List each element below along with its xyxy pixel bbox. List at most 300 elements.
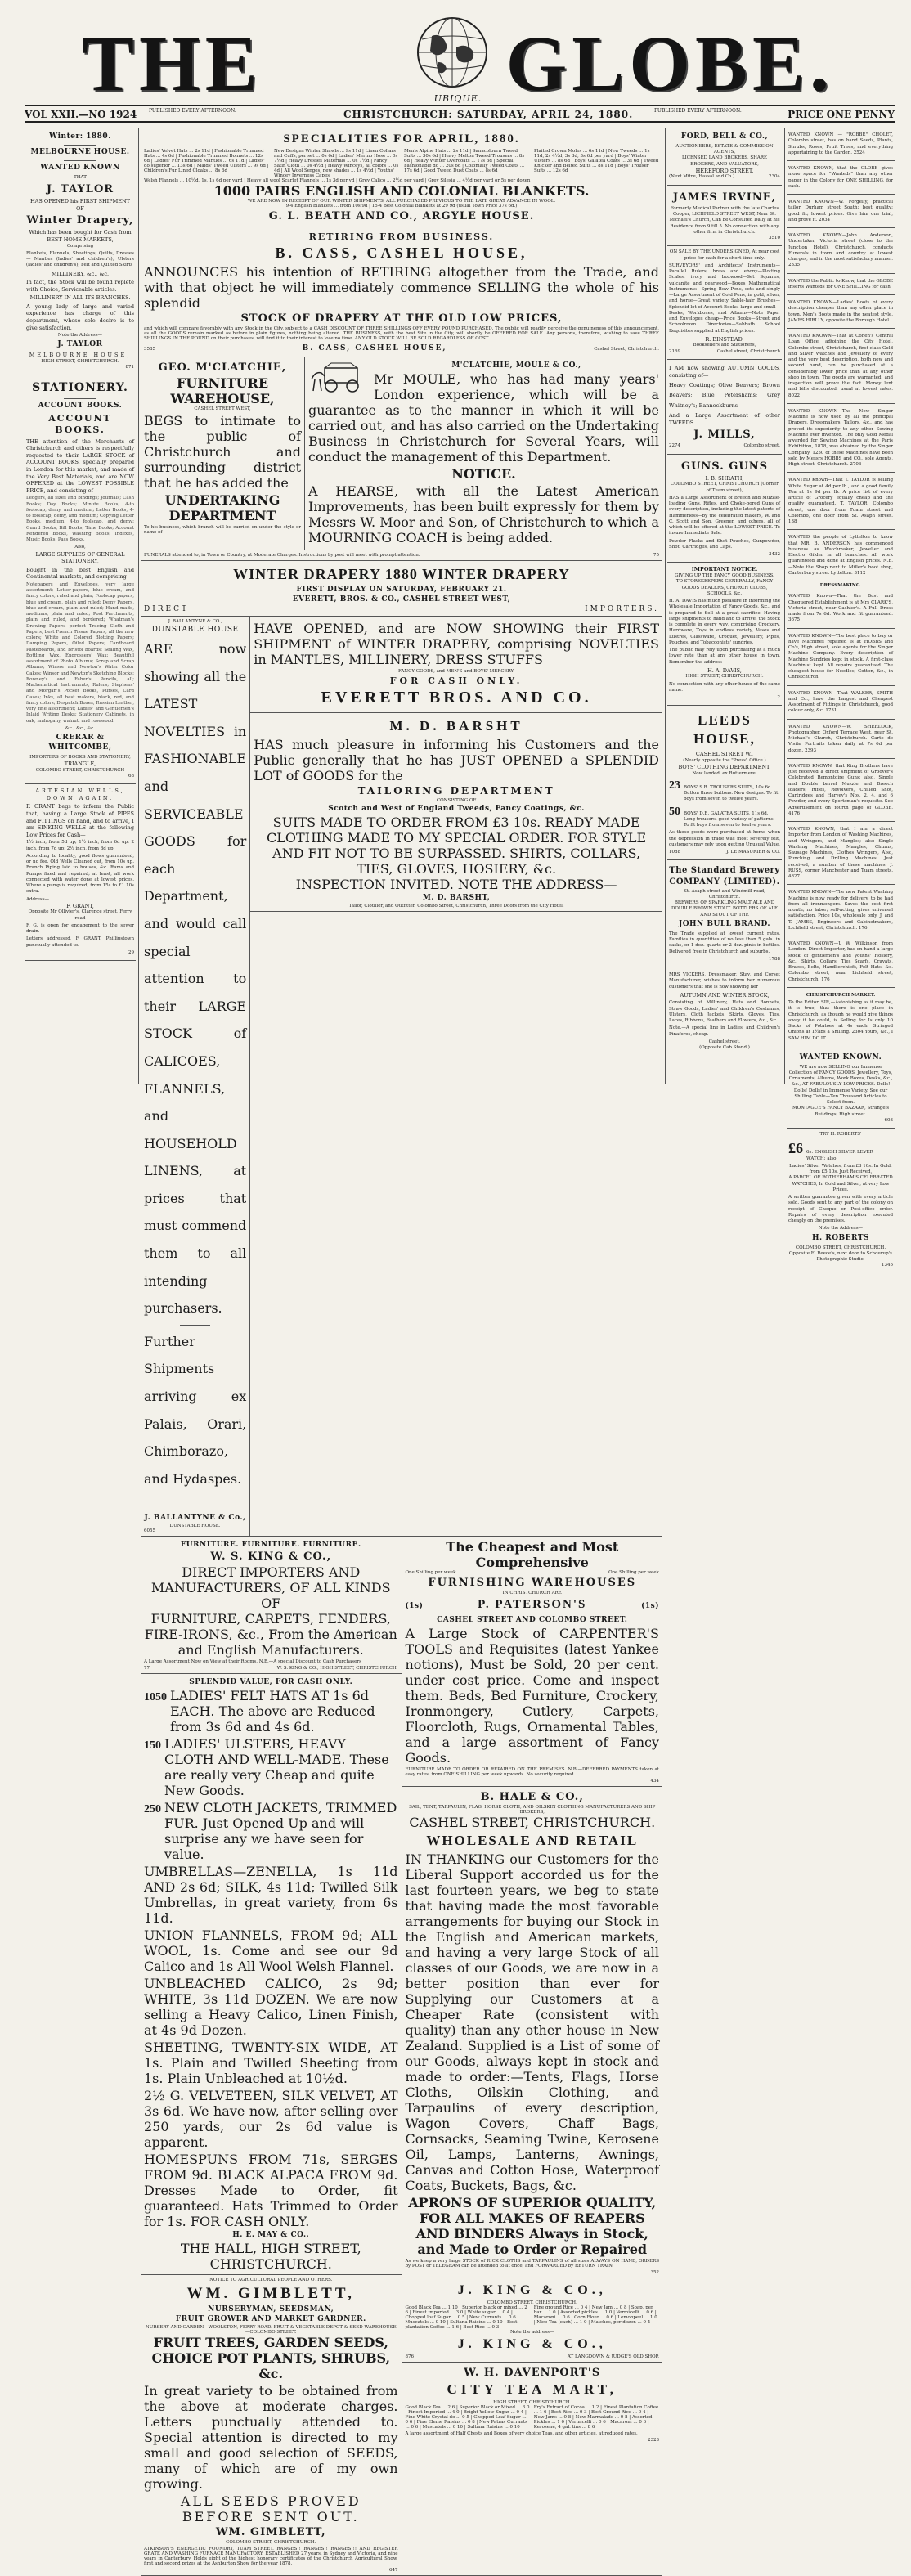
special-value-qty-3: 250 — [144, 1803, 161, 1816]
mclatchie-footer: FUNERALS attended to, in Town or Country, at Moderate Charges. Instructions by post will meet with prompt attention. — [144, 553, 420, 558]
mills-ref: 2274 — [669, 443, 680, 449]
irvine-ref: 3510 — [769, 236, 780, 241]
everett-title: WINTER DRAPERY 1880 WINTER DRAPERY — [233, 566, 570, 582]
cass-title: RETIRING FROM BUSINESS. — [308, 231, 495, 242]
brewery-title: The Standard Brewery COMPANY (LIMITED). — [669, 866, 780, 886]
everett-ad — [141, 561, 662, 617]
list-item: WANTED KNOWN — "ROBBE" CHOLET, Colombo street, has on hand Seeds, Plants, Shrubs, Roses, Fruit Trees, and everything appertaining to the Garden. 2524 — [787, 129, 895, 161]
gimblett-sub: NURSERYMAN, SEEDSMAN, — [208, 2305, 334, 2314]
hale-firm: B. HALE & CO., — [480, 1791, 584, 1804]
cass-body2: and which will compare favorably with any Stock in the City, subject to a CASH DISCOUNT OF THREE SHILLINGS OFF EVERY POUND PURCHASED. The public will readily perceive the genuineness of this announcement, as all the GOODS remain marked as before in plain figures, nothing being altered. THE BUSINESS, with the best Site in the City, will shortly be OFFERED FOR SALE. Any persons, therefore, wishing to save THREE SHILLINGS IN THE POUND on their purchases, will find it to their interest to lose no time. ANY OLD STOCK WILL BE SOLD REGARDLESS OF COST. — [144, 326, 659, 341]
barsht-inspection: INSPECTION INVITED. NOTE THE ADDRESS— — [295, 877, 617, 892]
everett-barsht-column — [249, 617, 662, 1536]
stationery-etc: &c., &c., &c. — [65, 725, 96, 731]
cass-ref: 3585 — [144, 347, 155, 352]
list-item: WANTED the Public to Know, that the GLOBE inserts Wanteds for ONE SHILLING for cash. — [787, 276, 895, 296]
brewery-brand: JOHN BULL BRAND. — [678, 919, 771, 928]
wells-note: F. G. is open for engagement to the sewer drain. — [26, 922, 134, 935]
taylor-address-house: MELBOURNE HOUSE, — [29, 352, 132, 359]
vickers-note: (Opposite Cab Stand.) — [699, 1045, 750, 1051]
davenport-street: HIGH STREET, CHRISTCHURCH. — [493, 2400, 572, 2406]
column-divider — [665, 128, 666, 1084]
stationery-place: TRIANGLE, — [64, 761, 96, 768]
list-item: WANTED KNOWN—J. W. Wilkinson from London, Direct Importer, has on hand a large stock of gentlemen's and youths' Hosiery, &c., Shirts, Collars, Ties Scarfs, Cravats, Braces, Belts, Handkerchiefs, Felt Hats, &c. Colombo street, near Lichfield street, Christchurch. 176 — [787, 938, 895, 988]
montague-ref: 603 — [884, 1117, 893, 1123]
roberts-ref: 1345 — [882, 1263, 893, 1268]
roberts-line2: Ladies' Silver Watches, from £3 10s. In Gold, from £5 10s. Just Received, — [789, 1163, 892, 1175]
montague-ad — [787, 1048, 895, 1129]
list-item: WANTED KNOWN, that King Brothers have just received a direct shipment of Groover's Celebrated Remontoire Guns; also, Single and Double barrel Muzzle and Breech loaders, Rifles, Revolvers, Chilled Shot, Cartridges and Harvey's Nos. 2, 4, and 6 Powder, and every Sportsman's requisite. See Advertisement on fourth page of GLOBE. 4176 — [787, 761, 895, 822]
mclatchie-street: CASHEL STREET WEST, — [194, 406, 251, 411]
paterson-title: FURNISHING WAREHOUSES — [428, 1577, 637, 1590]
stationery-also: Also, — [74, 545, 86, 550]
mills-ad — [667, 360, 782, 455]
barsht-name: M. D. BARSHT — [389, 718, 523, 734]
wells-prices: 1½ inch, from 5d up; 1½ inch, from 6d up; 2 inch, from 7d up; 2½ inch, from 8d up. — [26, 840, 134, 851]
everett-body2: FANCY GOODS, and MEN'S and BOYS' MERCERY. — [398, 669, 515, 674]
barsht-consisting: CONSISTING OF — [436, 798, 477, 803]
binstead-sig: R. BINSTEAD, — [705, 335, 744, 343]
barsht-body: HAS much pleasure in informing his Customers and the Public generally that he has JUST OPENED a SPLENDID LOT of GOODS for the — [254, 737, 659, 783]
barsht-body2: SUITS MADE TO ORDER FROM £3 10s. READY MADE CLOTHING MADE TO MY SPECIAL ORDER. FOR STYLE AND FIT NOT TO BE SURPASSED. SHIRTS, COLLARS, TIES, GLOVES, HOSIERY, &c. — [267, 815, 647, 877]
king-tea-firm: J. KING & CO., — [457, 2283, 607, 2298]
ford-bell-ad — [667, 128, 782, 186]
stationery-body1: THE attention of the Merchants of Christchurch and others is respectfully requested to their LARGE STOCK of ACCOUNT BOOKS, specially prepared in London for this market, and made of the Very Best Materials, and are NOW OFFERED at the LOWEST POSSIBLE PRICE, and consisting of — [26, 438, 134, 494]
wells-address: Address— — [26, 896, 50, 902]
special-value-homespun: HOMESPUNS FROM 71s, SERGES FROM 9d. BLACK ALPACA FROM 9d. Dresses Made to Order, fit guaranteed. Hats Trimmed to Order for 1s. FOR CASH ONLY. — [144, 2152, 398, 2230]
barsht-goods: Scotch and West of England Tweeds, Fancy Coatings, &c. — [328, 805, 585, 813]
everett-cash: FOR CASH ONLY. — [389, 675, 523, 686]
mclatchie-body2: To his business, which branch will be carried on under the style or name of — [144, 525, 301, 535]
everett-firm: EVERETT BROS. AND CO. — [321, 689, 592, 707]
taylor-millinery: MILLINERY, &c., &c. — [51, 270, 110, 277]
roberts-body: A written guarantee given with every article sold. Goods sent to any part of the colony on receipt of Cheque or Post-office order. Repairs of every description executed cheaply on the premises. — [788, 1195, 893, 1224]
hale-sub: SAIL, TENT, TARPAULIN, FLAG, HORSE CLOTH, AND OILSKIN CLOTHING MANUFACTURERS AND SHIP BROKERS, — [409, 1805, 656, 1815]
everett-sub2: EVERETT, BROS. & CO., CASHEL STREET WEST, — [292, 595, 511, 604]
vickers-body: MRS VICKERS, Dressmaker, Stay, and Corset Manufacturer, wishes to inform her numerous customers that she is now showing her — [669, 972, 780, 990]
leeds-title: LEEDS HOUSE, — [693, 712, 756, 747]
volume-number: VOL XXII.—NO 1924 — [25, 109, 137, 120]
taylor-address-street: HIGH STREET, CHRISTCHURCH. — [41, 358, 119, 364]
ballantyne-ref: 6055 — [144, 1528, 155, 1534]
vickers-sub: AUTUMN AND WINTER STOCK, — [680, 991, 770, 999]
specialities-col-c: Men's Alpine Hats ... 2s 11d | Sanacolburn Tweed Suits ... 30s 6d | Heavy Melton Tweed Trousers ... 8s 6d | Heavy Winter Overcoats ... 17s 6d | Special Fashionable do ... 20s 6d | Colonially Tweed Coats ... 17s 6d | Good Tweed Dust Coats ... 8s 6d — [404, 149, 525, 173]
davenport-ref: 2323 — [648, 2438, 659, 2444]
irvine-name: JAMES IRVINE, — [672, 191, 777, 204]
special-value-title: SPLENDID VALUE, FOR CASH ONLY. — [189, 1678, 353, 1687]
list-item: DRESSMAKING. — [819, 583, 862, 588]
roberts-price: £6 — [788, 1140, 803, 1157]
roberts-ad — [787, 1129, 895, 1272]
king-furniture-address: W. S. KING & CO., HIGH STREET, CHRISTCHURCH. — [276, 1666, 398, 1672]
taylor-body3: In fact, the Stock will be found replete with Choice, Serviceable articles. — [26, 279, 134, 293]
cass-body1: ANNOUNCES his intention of RETIRING altogether from the Trade, and with that object he will immediately commence SELLING the whole of his splendid — [144, 264, 659, 311]
stationery-firm: CRERAR & WHITCOMBE, — [48, 734, 112, 752]
vickers-sig: Cashel street, — [708, 1039, 741, 1044]
market-letter — [787, 990, 895, 1048]
mills-body: I AM now showing AUTUMN GOODS, consisting of— — [669, 364, 780, 379]
montague-body: WE are now SELLING our Immense Collection of FANCY GOODS, Jewellery, Toys, Ornaments, Albums, Work Boxes, Desks, &c., &c., AT FABULOUSLY LOW PRICES. Dolls! Dolls! Dolls! in Immense Variety. See our Shilling Table—Ten Thousand Articles to Select from. — [788, 1064, 893, 1106]
barsht-sig-line: Tailor, Clothier, and Outfitter, Colombo Street, Christchurch, Three Doors from the City Hotel. — [348, 904, 564, 909]
taylor-wanted: WANTED KNOWN — [40, 163, 120, 172]
gimblett-sub2: FRUIT GROWER AND MARKET GARDNER. — [175, 2315, 366, 2324]
specialities-line1: Welsh Flannels ... 10½d, 1s, 1s 6d per yard | Heavy all wool Scarlet Flannels ... 1s 3d per yd | Grey Calico ... 2½d per yard | Grey Silesia ... 4½d per yard or 5s per dozen — [144, 178, 531, 183]
taylor-body1: HAS OPENED his FIRST SHIPMENT OF — [29, 198, 131, 212]
paterson-price-right: (1s) — [641, 1602, 659, 1611]
ballantyne-firm: J. BALLANTYNE & CO., — [168, 619, 222, 624]
column-divider — [784, 128, 785, 1084]
wells-name: F. GRANT, — [66, 902, 94, 909]
binstead-ad — [667, 246, 782, 360]
gimblett-notice: NOTICE TO AGRICULTURAL PEOPLE AND OTHERS. — [209, 2278, 333, 2283]
hale-body: IN THANKING our Customers for the Liberal Support accorded us for the last fourteen years, we beg to state that having made the most favorable arrangements for buying our Stock in the English and American markets, and having a very large Stock of all classes of our Goods, we are now in a better position than ever for Supplying our Customers at a Cheaper Rate (consistent with quality) than any other house in New Zealand. Supplied is a List of some of our Goods, always kept in stock and made to order:—Tents, Flags, Horse Cloths, Oilskin Clothing, and Tarpaulins of every description, Wagon Covers, Chaff Bags, Cornsacks, Seaming Twine, Kerosene Oil, Lamps, Lanterns, Awnings, Canvas and Cotton Hose, Waterproof Coats, Buckets, Bags, &c. — [405, 1851, 659, 2194]
cass-footer: B. CASS, CASHEL HOUSE, — [302, 344, 447, 352]
gimblett-ref: 647 — [389, 2568, 398, 2574]
guns-name: I. B. SHRATH, — [705, 474, 744, 482]
may-address: THE HALL, HIGH STREET, CHRISTCHURCH. — [180, 2241, 361, 2273]
specialities-firm: G. L. BEATH AND CO., ARGYLE HOUSE. — [268, 210, 535, 222]
wells-footer: Letters addressed, F. GRANT, Phillipstown punctually attended to. — [26, 936, 134, 948]
hale-footer: APRONS OF SUPERIOR QUALITY, FOR ALL MAKES OF REAPERS AND BINDERS Always in Stock, and Made to Order or Repaired — [408, 2195, 657, 2258]
gimblett-body: In great variety to be obtained from the above at moderate charges. Letters punctually attended to. Special attention is directed to my small and good selection of SEEDS, many of which are of my own growing. — [144, 2383, 398, 2493]
list-item: WANTED KNOWN—Ladies' Boots of every description cheaper than any other place in town. Men's Boots made in the neatest style. JAMES HIRLLY, opposite the Borough Hotel. — [787, 297, 895, 329]
gimblett-sig: WM. GIMBLETT, — [215, 2526, 326, 2539]
paterson-ad — [402, 1537, 663, 1787]
ballantyne-everett-row — [141, 617, 662, 1537]
davenport-items-a: Good Black Tea ... 2 6 | Superior Black or Mixed ... 3 0 | Finest Imported ... 4 0 | Bright Yellow Sugar ... 0 4 | Fine White Crystal do ... 0 5 | Chopped Loaf Sugar ... 0 6 | Fine Eleme Raisins ... 0 8 | New Patras Currants ... 0 6 | Muscatels ... 0 10 | Sultana Raisins ... 0 10 — [405, 2405, 530, 2430]
barsht-ad — [250, 713, 662, 912]
special-value-text-1: LADIES' FELT HATS AT 1s 6d EACH. The above are Reduced from 3s 6d and 4s 6d. — [170, 1688, 375, 1735]
stationery-ad — [25, 375, 136, 784]
davis-sub2: TO STOREKEEPERS GENERALLY, FANCY GOODS DEALERS, CHURCH CLUBS, SCHOOLS, &c. — [675, 579, 774, 596]
barsht-dept: TAILORING DEPARTMENT — [357, 785, 555, 797]
taylor-address-name: J. TAYLOR — [57, 340, 103, 349]
stationery-street: COLOMBO STREET, CHRISTCHURCH — [35, 767, 125, 773]
mills-street: Colombo street. — [743, 443, 780, 449]
guns-ref: 3432 — [769, 552, 780, 558]
king-furniture-body: A Large Assortment Now on View at their Rooms. N.B.—A special Discount to Cash Purchasers — [144, 1659, 361, 1665]
gimblett-name: WM. GIMBLETT, — [186, 2285, 355, 2303]
mills-body2: And a Large Assortment of other TWEEDS. — [669, 412, 780, 426]
price: PRICE ONE PENNY — [788, 109, 895, 120]
paterson-one-shilling-left: One Shilling per week — [405, 1570, 456, 1576]
mclatchie-notice: NOTICE. — [451, 466, 516, 482]
leeds-ref: 1088 — [669, 850, 680, 855]
ballantyne-body2: Further Shipments arriving ex Palais, Orari, Chimborazo, and Hydaspes. — [144, 1333, 247, 1487]
everett-direct: DIRECT — [144, 605, 190, 613]
davenport-firm: W. H. DAVENPORT'S — [464, 2367, 601, 2380]
list-item: WANTED KNOWN, that the GLOBE gives more space for "Wanteds" than any other paper in the Colony for ONE SHILLING, for cash. — [787, 163, 895, 195]
cass-name: B. CASS, CASHEL HOUSE, — [275, 245, 528, 261]
special-value-qty-2: 150 — [144, 1739, 161, 1752]
king-furniture-goods: FURNITURE, CARPETS, FENDERS, FIRE-IRONS, &c., From the American and English Manufacturers. — [144, 1611, 397, 1658]
stationery-sub2: ACCOUNT BOOKS. — [48, 412, 112, 436]
guns-title: GUNS. GUNS — [680, 460, 768, 473]
leeds-sig: J. LE MASURIER & CO. — [726, 850, 780, 855]
stationery-firm-sub: IMPORTERS OF BOOKS AND STATIONERY, — [29, 754, 131, 760]
gimblett-trees: FRUIT TREES, GARDEN SEEDS, CHOICE POT PLANTS, SHRUBS, &c. — [151, 2335, 391, 2382]
barsht-sig: M. D. BARSHT, — [422, 894, 491, 902]
mclatchie-footer-row — [141, 550, 662, 561]
ballantyne-body: ARE now showing all the LATEST NOVELTIES in FASHIONABLE and SERVICEABLE GOODS for each Department, and would call special attention to their LARGE STOCK of CALICOES, FLANNELS, and HOUSEHOLD LINENS, at prices that must commend them to all intending purchasers. — [144, 641, 247, 1317]
paterson-price-left: (1s) — [405, 1602, 424, 1611]
specialities-ad — [141, 128, 662, 227]
gimblett-seeds: ALL SEEDS PROVED BEFORE SENT OUT. — [180, 2493, 361, 2525]
list-item: WANTED Known—That T. TAYLOR is selling White Sugar at 4d per lb., and a good family Tea at 1s 9d per lb. A price list of every article of Grocery equally cheap and the quality guaranteed. T. TAYLOR, Colombo street, one door from Tuam street and Colombo, one door from St. Asaph street. 138 — [787, 474, 895, 530]
taylor-headline: Winter Drapery, — [26, 214, 134, 227]
ford-ref: 2304 — [769, 174, 780, 180]
everett-sub1: FIRST DISPLAY ON SATURDAY, FEBRUARY 21. — [296, 586, 507, 594]
masthead-title-left: THE — [82, 20, 263, 107]
special-value-text-2: LADIES' ULSTERS, HEAVY CLOTH AND WELL-MADE. These are really very Cheap and quite New Goods. — [164, 1736, 389, 1799]
specialities-line2: 1000 PAIRS ENGLISH AND COLONIAL BLANKETS. — [213, 183, 590, 199]
wells-body1: F. GRANT begs to inform the Public that, having a Large Stock of PIPES and FITTINGS on hand, and to arrive, I am SINKING WELLS at the following Low Prices for Cash— — [26, 803, 134, 838]
paterson-ref: 434 — [650, 1779, 659, 1784]
stationery-list2: Notepapers and Envelopes, very large assortment; Letter-papers, blue cream, and fancy colors, ruled and plain; Foolscap papers, blue and cream, plain and ruled; Demy Papers, blue and cream, plain and ruled; Hand made, mediums, plain and ruled; Post Parchments, plain and ruled, and bordered; Whatman's Drawing Papers, perfect Tracing Cloth and Papers, best French Tissue Papers, all the new colors; White and Colored Blotting Papers; Damping Papers, Oiled Papers; Cardboard Pasteboards, and Bristol boards; Sealing Wax, Bottling Wax, Engrossers' Wax; Beautiful assortment of Photo Albums; Scrap and Scrap Albums; Winsor and Newton's Water Color Cakes; Winsor and Newton's Sketching Blocks; Rowney's and Faber's Pencils, all; Mathematical Instruments, Rulers; Stephens' and Morgan's Pocket Books, Purses, Card Cases; Inks, all best makers, black, red, and fancy colors; Despatch Boxes, Russian Leather, very fine assortment; Ladies' and Gentlemen's Inlaid Writing Desks; Stationery Cabinets, in oak, mahogany, walnut, and rosewood. — [26, 581, 134, 724]
ford-sub: AUCTIONEERS, ESTATE & COMMISSION AGENTS, — [675, 143, 774, 155]
list-item: WANTED the people of Lyttelton to know that MR. B. ANDERSON has commenced business as Watchmaker, Jeweller and Electro Gilder in all branches. All work guaranteed and done at English prices. N.B.—Note the Shop next to Miller's boot shop, Canterbury street Lyttelton. 3112 — [787, 532, 895, 581]
stationery-supplies: LARGE SUPPLIES OF GENERAL STATIONERY, — [35, 550, 125, 565]
list-item: WANTED KNOWN—W. SHERLOCK, Photographer, Oxford Terrace West, near St. Michael's Church, Christchurch. Carte de Visite Portraits taken daily at 7s 6d per dozen. 2393 — [787, 721, 895, 759]
binstead-sig-street: Cashel street, Christchurch — [716, 348, 780, 354]
wells-ref: 29 — [128, 949, 134, 955]
king-furniture-firm: W. S. KING & CO., — [210, 1551, 332, 1564]
mclatchie-ad — [141, 357, 662, 550]
special-value-sheeting: SHEETING, TWENTY-SIX WIDE, AT 1s. Plain and Twilled Sheeting from 1s. Plain Unbleached at 10½d. — [144, 2040, 398, 2087]
mclatchie-body: BEGS to intimate to the public of Christchurch and surrounding district that he has added the — [144, 413, 301, 491]
king-tea-items-a: Good Black Tea ... 1 10 | Superior black or mixed ... 2 6 | Finest imported ... 3 0 | White sugar ... 0 4 | Chopped loaf Sugar ... 0 5 | New Currants ... 0 6 | Muscatels ... 0 10 | Sultana Raisins ... 0 10 | Best plantation Coffee ... 1 6 | Best Rice ... 0 3 — [405, 2305, 527, 2331]
dateline — [25, 105, 895, 123]
irvine-ad — [667, 186, 782, 247]
brewery-ref: 1788 — [769, 956, 780, 962]
vickers-ad — [667, 967, 782, 1055]
column-4 — [667, 128, 782, 1084]
binstead-ref: 2169 — [669, 348, 680, 354]
leeds-text-1: BOYS' S.B. TROUSERS SUITS, 10s 6d. Button three buttons. New designs. To fit boys from seven to twelve years. — [684, 784, 779, 802]
taylor-address-note: Note the Address— — [57, 333, 103, 339]
leeds-qty-2: 50 — [669, 805, 680, 818]
paterson-street: CASHEL STREET AND COLOMBO STREET. — [437, 1616, 628, 1625]
taylor-season: Winter: 1880. — [49, 132, 111, 141]
mclatchie-dept: UNDERTAKING DEPARTMENT — [164, 492, 280, 523]
mills-sig: J. MILLS, — [693, 429, 756, 442]
stationery-ref: 68 — [128, 773, 134, 779]
may-ad — [141, 1674, 402, 2275]
gimblett-line: NURSERY AND GARDEN—WOOLSTON, FERRY ROAD. FRUIT & VEGETABLE DEPOT & SEED WAREHOUSE—COLOMBO STREET. — [145, 2325, 397, 2336]
wells-ad — [25, 784, 136, 961]
center-section — [141, 128, 662, 2574]
specialities-line3: WE ARE NOW IN RECEIPT OF OUR WINTER SHIPMENTS, ALL PURCHASED PREVIOUS TO THE LATE GREAT ADVANCE IN WOOL. — [247, 199, 556, 204]
leeds-body: As these goods were purchased at home when the depression in trade was most severely felt, customers may rely upon getting Unusual Value. — [669, 830, 780, 847]
ballantyne-sig-house: DUNSTABLE HOUSE. — [169, 1524, 221, 1529]
king-furniture-ad — [141, 1537, 402, 1674]
king-furniture-title: FURNITURE. FURNITURE. FURNITURE. — [180, 1541, 361, 1550]
ford-note: (Next Mitre, Hassal and Co.) — [669, 174, 735, 180]
special-value-text-3: NEW CLOTH JACKETS, TRIMMED FUR. Just Opened Up and will surprise any we have seen for value. — [164, 1800, 397, 1863]
mclatchie-firm2: M'CLATCHIE, MOULE & CO., — [451, 361, 581, 370]
ballantyne-ad — [141, 617, 249, 1536]
list-item: WANTED KNOWN—The new Patent Washing Machine is now ready for delivery, to be had from all ironmongers. Saves the cost first month; no labor; self-acting; gives universal satisfaction. Price 10s, wholesale only. J. and T. JAMES, Engineers and Cabinetmakers, Lichfield street, Christchurch. 176 — [787, 886, 895, 936]
mclatchie-body3: Mr MOULE, who has had many years' London experience, which will be a guarantee as to the manner in which it will be carried out, and has also carried on the Undertaking Business in Christchurch for Several Years, will conduct the management of this Department. — [308, 371, 659, 464]
market-body: To the Editor. SIR,—Astonishing as it may be, it is true, that there is one place in Christchurch, as though he would give things away if he could, is Selling for Is only 10 Sacks of Potatoes at 4s each; Stringed Onions at 1½lbs a Shilling. 2304 Yours, &c., I SAW HIM DO IT. — [788, 1000, 893, 1041]
davenport-footer: A large assortment of Half Chests and Boxes of very choice Teas, and other articles, at reduced rates. — [405, 2431, 638, 2437]
list-item: WANTED KNOWN—The best place to buy or have Machines repaired is at HOBBS and Co's, High street, sole agents for the Singer Machine Company. Every description of Machine Sundries kept in stock. A first-class Machinist kept. All repairs guaranteed. The cheapest house for Needles, Cotton, &c., in Christchurch. — [787, 631, 895, 686]
specialities-col-b: New Designs Winter Shawls ... 9s 11d | Linen Collars and Cuffs, per set ... 0s 6d | Ladies' Merino Hose ... 0s 7½d | Heavy Dresses Materials ... 0s 7½d | Fancy Satin Cloth ... 0s 4½d | Heavy Winceys, all colors ... 0s 4d | All Wool Serges, new shades ... 1s 4½d | Youths' Wincey Inverness Capes — [274, 149, 399, 178]
mclatchie-sub: FURNITURE WAREHOUSE, — [170, 375, 275, 406]
lower-right-column — [402, 1537, 663, 2575]
may-firm: H. E. MAY & CO., — [232, 2231, 310, 2240]
taylor-ref: 871 — [125, 365, 134, 370]
irvine-body: Formerly Medical Partner with the late Charles Cooper, LICHFIELD STREET WEST, Near St. Michael's Church, Can be Consulted Daily at his Residence from 9 till 5. No connection with any other firm in Christchurch. — [669, 205, 780, 235]
hale-title: WHOLESALE AND RETAIL — [426, 1833, 639, 1849]
king-tea-ad — [402, 2278, 663, 2363]
specialities-title: SPECIALITIES FOR APRIL, 1880. — [283, 132, 520, 146]
guns-body2: Powder Flasks and Shot Pouches, Gunpowder, Shot, Cartridges, and Caps. — [669, 538, 780, 550]
ballantyne-house: DUNSTABLE HOUSE — [151, 626, 239, 634]
cass-ad — [141, 227, 662, 357]
hale-street: CASHEL STREET, CHRISTCHURCH. — [409, 1815, 656, 1831]
guns-ad — [667, 455, 782, 563]
king-tea-items-b: Fine ground Rice ... 0 4 | New Jam ... 0 8 | Soap, per bar ... 1 0 | Assorted pickles ... 1 0 | Vermicelli ... 0 6 | Macaroni ... 0 6 | Corn Flour ... 0 6 | Lemonpeel ... 1 0 | Nice Tea (each) ... 1 0 | Matches, per dozen ... 0 4 — [533, 2305, 657, 2326]
davis-title: IMPORTANT NOTICE. — [691, 566, 758, 573]
brewery-ad — [667, 860, 782, 967]
globe-icon — [407, 15, 497, 90]
hale-footer2: As we keep a very large STOCK of RICK CLOTHS and TARPAULINS of all sizes ALWAYS ON HAND, ORDERS by POST or TELEGRAM can be attended to at once, and FORWARDED by RETURN TRAIN. — [405, 2259, 659, 2269]
list-item: WANTED KNOWN, that I am a direct Importer from London of Washing Machines, and Wringers, and Mangles; also Single Washing Machines, Mangles, Churns, Sausage Machines, Clothes Wringers, Also, Punching and Drilling Machines. Just received, a number of these machines. J. RUSS, corner Manchester and Tuam streets. 4827 — [787, 824, 895, 885]
taylor-comprising: Comprising — [66, 243, 94, 249]
roberts-line1: 6s. ENGLISH SILVER LEVER WATCH; also, — [806, 1150, 873, 1161]
specialities-line4: 9-4 English Blankets ... from 10s 9d | 15-4 Best Colonial Blankets at 29 9d (usual Town Price 37s 6d.) — [285, 204, 518, 209]
hale-ref: 352 — [650, 2270, 659, 2276]
king-furniture-ref: 77 — [144, 1666, 150, 1672]
paterson-sub: IN CHRISTCHURCH ARE — [502, 1591, 562, 1596]
wells-body2: According to locality, good flows guaranteed, or no fee. Old Wells Cleaned out, from 10s up. Branch Piping laid to houses, &c. Rams and Pumps fixed and repaired; at least, all work connected with water done at lowest prices. Where a pump is required, from 15s to £1 10s extra. — [26, 853, 134, 895]
wells-title: ARTESIAN WELLS, DOWN AGAIN. — [35, 788, 125, 801]
ballantyne-sig: J. BALLANTYNE & Co., — [144, 1514, 246, 1523]
gimblett-sig-street: COLOMBO STREET, CHRISTCHURCH. — [226, 2540, 316, 2546]
binstead-body: SURVEYORS' and Architects' Instruments—Parallel Rulers, brass and ebony—Plotting Scales, ivory and boxwood—Set Squares, vulcanite and pearwood—Boxes Mathematical Instruments—Spring Bow Pens, sets and singly—Large Assortment of Gold Pens, in gold, silver, and horse—Great variety Sable-hair Brushes—Splendid lot of Account Books, large and small—Desks, Workboxes, and Albums—Note Paper and Envelopes cheap—Price Books—Street and Schoolroom Directories—Sabbath School Requisites supplied at English prices. — [669, 263, 780, 334]
davenport-items-b: Fry's Extract of Cocoa ... 1 2 | Finest Plantation Coffee ... 1 6 | Best Rice ... 0 3 | Best Ground Rice ... 0 4 | New Jams ... 0 8 | New Marmalade ... 0 8 | Assorted Pickles ... 1 0 | Vermicelli ... 0 6 | Macaroni ... 0 6 | Kerosene, 4 gal. tins ... 8 6 — [533, 2405, 659, 2430]
leeds-house-ad — [667, 706, 782, 860]
roberts-sig-street: COLOMBO STREET, CHRISTCHURCH. Opposite E. Reece's, next door to Schourup's Photographic Studio. — [789, 1245, 892, 1262]
column-5 — [787, 128, 895, 1268]
taylor-ad — [25, 128, 136, 375]
lower-ads-row — [141, 1537, 662, 2576]
davis-ref: 2 — [777, 695, 780, 701]
brewery-body2: The Trade supplied at lowest current rates. Families in quantities of no less than 5 gals. in casks, or 1 doz. quarts or 2 doz. pints in bottles. Delivered free in Christchurch and suburbs. — [669, 931, 780, 954]
vickers-body2: Consisting of Millinery, Hats and Bonnets, Straw Goods, Ladies' and Children's Costumes, Ulsters, Cloth Jackets, Skirts, Gloves, Ties, Laces, Ribbons, Feathers and Flowers, &c., &c. — [669, 1000, 780, 1024]
davenport-title: CITY TEA MART, — [447, 2381, 617, 2398]
wells-place: Opposite Mr Ollivier's, Clarence street, Ferry road — [28, 909, 132, 921]
hale-ad — [402, 1787, 663, 2278]
lower-left-column — [141, 1537, 402, 2575]
leeds-opened: Now landed, ex Buttermere, — [692, 770, 757, 776]
taylor-that: THAT — [74, 174, 87, 180]
paterson-firm: P. PATERSON'S — [478, 1598, 587, 1612]
davenport-ad — [402, 2363, 663, 2445]
list-item: WANTED KNOWN—The New Singer Machine is now used by all the principal Drapers, Dressmakers, Tailors, &c., and has proved its superiority to any other Sewing Machine ever invented. The only Gold Medal awarded for Sewing Machines at the Paris Exhibition, 1878, was obtained by the Singer Company. 1250 of these Machines have been sold by Messrs HOBBS and CO., sole Agents, High street, Christchurch. 2706 — [787, 406, 895, 473]
leeds-dept: BOYS' CLOTHING DEPARTMENT. — [678, 764, 771, 771]
specialities-col-d: Plaited Crown Moles ... 6s 11d | New Tweeds ... 1s 11d, 2s 4½d, 3s 3d, 3s 6d per yard | Boys' Winter Ulsters ... 8s 6d | Boys' Galatea Coats ... 3s 6d | Tweed Knicker and Belted Suits ... 8s 11d | Boys' Trouser Suits ... 12s 6d — [534, 149, 659, 173]
stationery-body2: Bought in the best English and Continental markets, and comprising — [26, 566, 134, 581]
montague-bazaar: MONTAGUE'S FANCY BAZAAR, Strange's Buildings, High street. — [792, 1106, 890, 1117]
taylor-body2: Which has been bought for Cash from BEST HOME MARKETS, — [29, 229, 132, 243]
davis-sig-street: HIGH STREET, CHRISTCHURCH. — [685, 674, 764, 680]
king-tea-sig: J. KING & CO., — [457, 2337, 607, 2352]
list-item: WANTED KNOWN—W. Forgelly, practical tailor, Durham street South; best quality; good fit; lowest prices. Give him one trial, and prove it. 2034 — [787, 196, 895, 228]
leeds-note: (Nearly opposite the "Press" Office.) — [683, 757, 766, 763]
king-tea-sig-street: AT LANGDOWN & JUDGE'S OLD SHOP. — [567, 2354, 659, 2360]
leeds-text-2: BOYS' D.B. GALATEA SUITS, 11s 6d. Long trousers, good variety of patterns. To fit boys from seven to twelve years. — [684, 810, 775, 828]
roberts-sig: H. ROBERTS — [811, 1233, 870, 1242]
paterson-one-shilling-right: One Shilling per week — [608, 1570, 659, 1576]
published-note-left: PUBLISHED EVERY AFTERNOON. — [149, 108, 236, 114]
vickers-body3: Note.—A special line in Ladies' and Children's Pinafores, cheap. — [669, 1025, 780, 1037]
taylor-items: Blankets, Flannels, Sheetings, Quilts, Dresses — Mantles (ladies' and children's), Ulsters (ladies' and children's), Felt and Quilted Skirts — [26, 250, 134, 268]
everett-body: HAVE OPENED, and are NOW SHOWING their FIRST SHIPMENT of WINTER DRAPERY, comprising NOVELTIES in MANTLES, MILLINERY, DRESS STUFFS — [254, 621, 659, 667]
davis-body: H. A. DAVIS has much pleasure in informing the Wholesale Importation of Fancy Goods, &c., and is prepared to Sell at a great sacrifice. Having large shipments to hand and to arrive, the Stock is complete in every way, comprising Crockery, Hardware, Toys in endless variety, Vases and Lustres, Glassware, Croquet, Jewellery, Pipes, Pouches, and Tobacconists' sundries. — [669, 599, 780, 645]
roberts-note: Note the Address— — [818, 1226, 864, 1232]
market-title: CHRISTCHURCH MARKET. — [806, 992, 876, 998]
cass-footer-street: Cashel Street, Christchurch. — [594, 347, 659, 352]
roberts-header: TRY H. ROBERTS' — [819, 1132, 862, 1138]
brewery-body: BREWERS OF SPARKLING MALT ALE AND DOUBLE BROWN STOUT. BOTTLERS OF ALE AND STOUT OF THE — [671, 900, 778, 918]
everett-importers: IMPORTERS. — [585, 605, 659, 613]
mclatchie-ref: 75 — [653, 553, 659, 558]
special-value-flannel: UNION FLANNELS, FROM 9d; ALL WOOL, 1s. Come and see our 9d Calico and 1s All Wool Welsh Flannel. — [144, 1928, 398, 1975]
ford-sub2: LICENSED LAND BROKERS, SHARE BROKERS, AND VALUATORS, — [681, 155, 768, 167]
king-tea-street: COLOMBO STREET, CHRISTCHURCH. — [487, 2300, 577, 2306]
taylor-branches: MILLINERY IN ALL ITS BRANCHES. — [29, 294, 131, 302]
leeds-qty-1: 23 — [669, 779, 680, 792]
special-value-calico: UNBLEACHED CALICO, 2s 9d; WHITE, 3s 11d DOZEN. We are now selling a Heavy Calico, Linen Finish, at 4s 9d Dozen. — [144, 1976, 398, 2039]
masthead-motto: UBIQUE. — [433, 93, 482, 104]
stationery-sub1: ACCOUNT BOOKS. — [38, 401, 123, 410]
guns-body: HAS a Large Assortment of Breech and Muzzle-loading Guns, Rifles, and Choke-bored Guns of every description, including the latest patents of Hammerless—by the celebrated makers, W. and C. Scott and Son, Greener, and others, all of which will be offered at the LOWEST PRICE. To insure Immediate Sale. — [669, 495, 780, 536]
king-tea-note: Note the address— — [510, 2330, 554, 2336]
ford-street: HEREFORD STREET. — [695, 167, 754, 174]
davis-body2: The public may rely upon purchasing at a much lower rate than at any other house in town. Remember the address— — [669, 648, 780, 665]
binstead-title: ON SALE BY THE UNDERSIGNED, At near cost price for cash for a short time only. — [669, 249, 780, 261]
list-item: WANTED KNOWN—That WALKER, SMITH and Co., have the Largest and Cheapest Assortment of Fittings in Christchurch, good colour only, &c. 1731 — [787, 688, 895, 720]
gimblett-ad — [141, 2275, 402, 2575]
mclatchie-body4: A HEARSE, with all the Latest American Improvements, has been built expressly for them by Messrs W. Moor and Son, of Christchurch to which a MOURNING COACH is being added. — [308, 483, 659, 545]
list-item: WANTED KNOWN—John Anderson, Undertaker, Victoria street (close to the Junction Hotel), Christchurch, conducts Funerals in town and country at lowest charges, and in the most satisfactory manner. 2335 — [787, 230, 895, 274]
masthead — [74, 15, 842, 107]
hearse-icon — [310, 361, 369, 394]
king-furniture-sub: DIRECT IMPORTERS AND MANUFACTURERS, OF ALL KINDS OF — [150, 1564, 391, 1612]
davis-sig: H. A. DAVIS, — [707, 666, 742, 674]
cass-headline: STOCK OF DRAPERY AT THE OLD LOW PRICES, — [240, 312, 563, 325]
king-tea-ref: 876 — [405, 2354, 414, 2360]
montague-wanted: WANTED KNOWN. — [799, 1052, 882, 1061]
taylor-name: J. TAYLOR — [46, 182, 114, 195]
leeds-street: CASHEL STREET W., — [695, 751, 754, 758]
specialities-col-a: Ladies' Velvet Hats ... 2s 11d | Fashionable Trimmed Hats ... 4s 6d | Fashionable Trimmed Bonnets ... 12s 6d | Ladies' Fur Trimmed Mantles ... 6s 11d | Ladies' do superior ... 13s 6d | Maids' Tweed Ulsters ... 9s 6d | Children's Fur Lined Cloaks ... 8s 6d — [144, 149, 269, 173]
taylor-house: MELBOURNE HOUSE. — [30, 147, 130, 156]
mills-list: Heavy Coatings; Olive Beavers; Brown Beavers; Blue Petershams; Grey Whitney's; Bannockburns — [669, 382, 780, 409]
mclatchie-name: GEO. M'CLATCHIE, — [158, 361, 287, 374]
taylor-body4: A young lady of large and varied experience has charge of this department, whose sole desire is to give satisfaction. — [26, 303, 134, 331]
gimblett-atkinson: ATKINSON'S ENERGETIC FOUNDRY, TUAM STREET. RANGES!! RANGES!! RANGES!!! AND REGISTER GRATE AND WASHING FURNACE MANUFACTORY. ESTABLISHED 27 years, in Sydney and Victoria, and nine years in Canterbury. Holds eight of the highest honorary certificates of the Christchurch Agricultural Show, first and second prizes at the Ashburton Show for the year 1878. — [144, 2547, 398, 2567]
davis-note: No connection with any other house of the same name. — [669, 681, 780, 693]
paterson-footer: FURNITURE MADE TO ORDER OR REPAIRED ON THE PREMISES. N.B.—DEFERRED PAYMENTS taken at easy rates, from ONE SHILLING per week upwards. No security required. — [405, 1767, 659, 1778]
guns-street: COLOMBO STREET, CHRISTCHURCH (Corner of Tuam street), — [671, 482, 779, 493]
special-value-umbrellas: UMBRELLAS—ZENELLA, 1s 11d AND 2s 6d; SILK, 4s 11d; Twilled Silk Umbrellas, in great variety, from 6s 11d. — [144, 1864, 398, 1927]
stationery-list1: Ledgers, all sizes and bindings; Journals; Cash Books; Day Books; Minute Books, 4-to foolscap, demy, and medium; Letter Books, 4-to foolscap, demy, and medium; Copying Letter Books, medium, 4-to foolscap, and demy; Guard Books, Bill Books, Time Books; Account Rendered Books, Washing Books; Indexes, Music Books, Pass Books. — [26, 496, 134, 543]
stationery-title: STATIONERY. — [32, 381, 128, 395]
wanted-list — [787, 129, 895, 988]
